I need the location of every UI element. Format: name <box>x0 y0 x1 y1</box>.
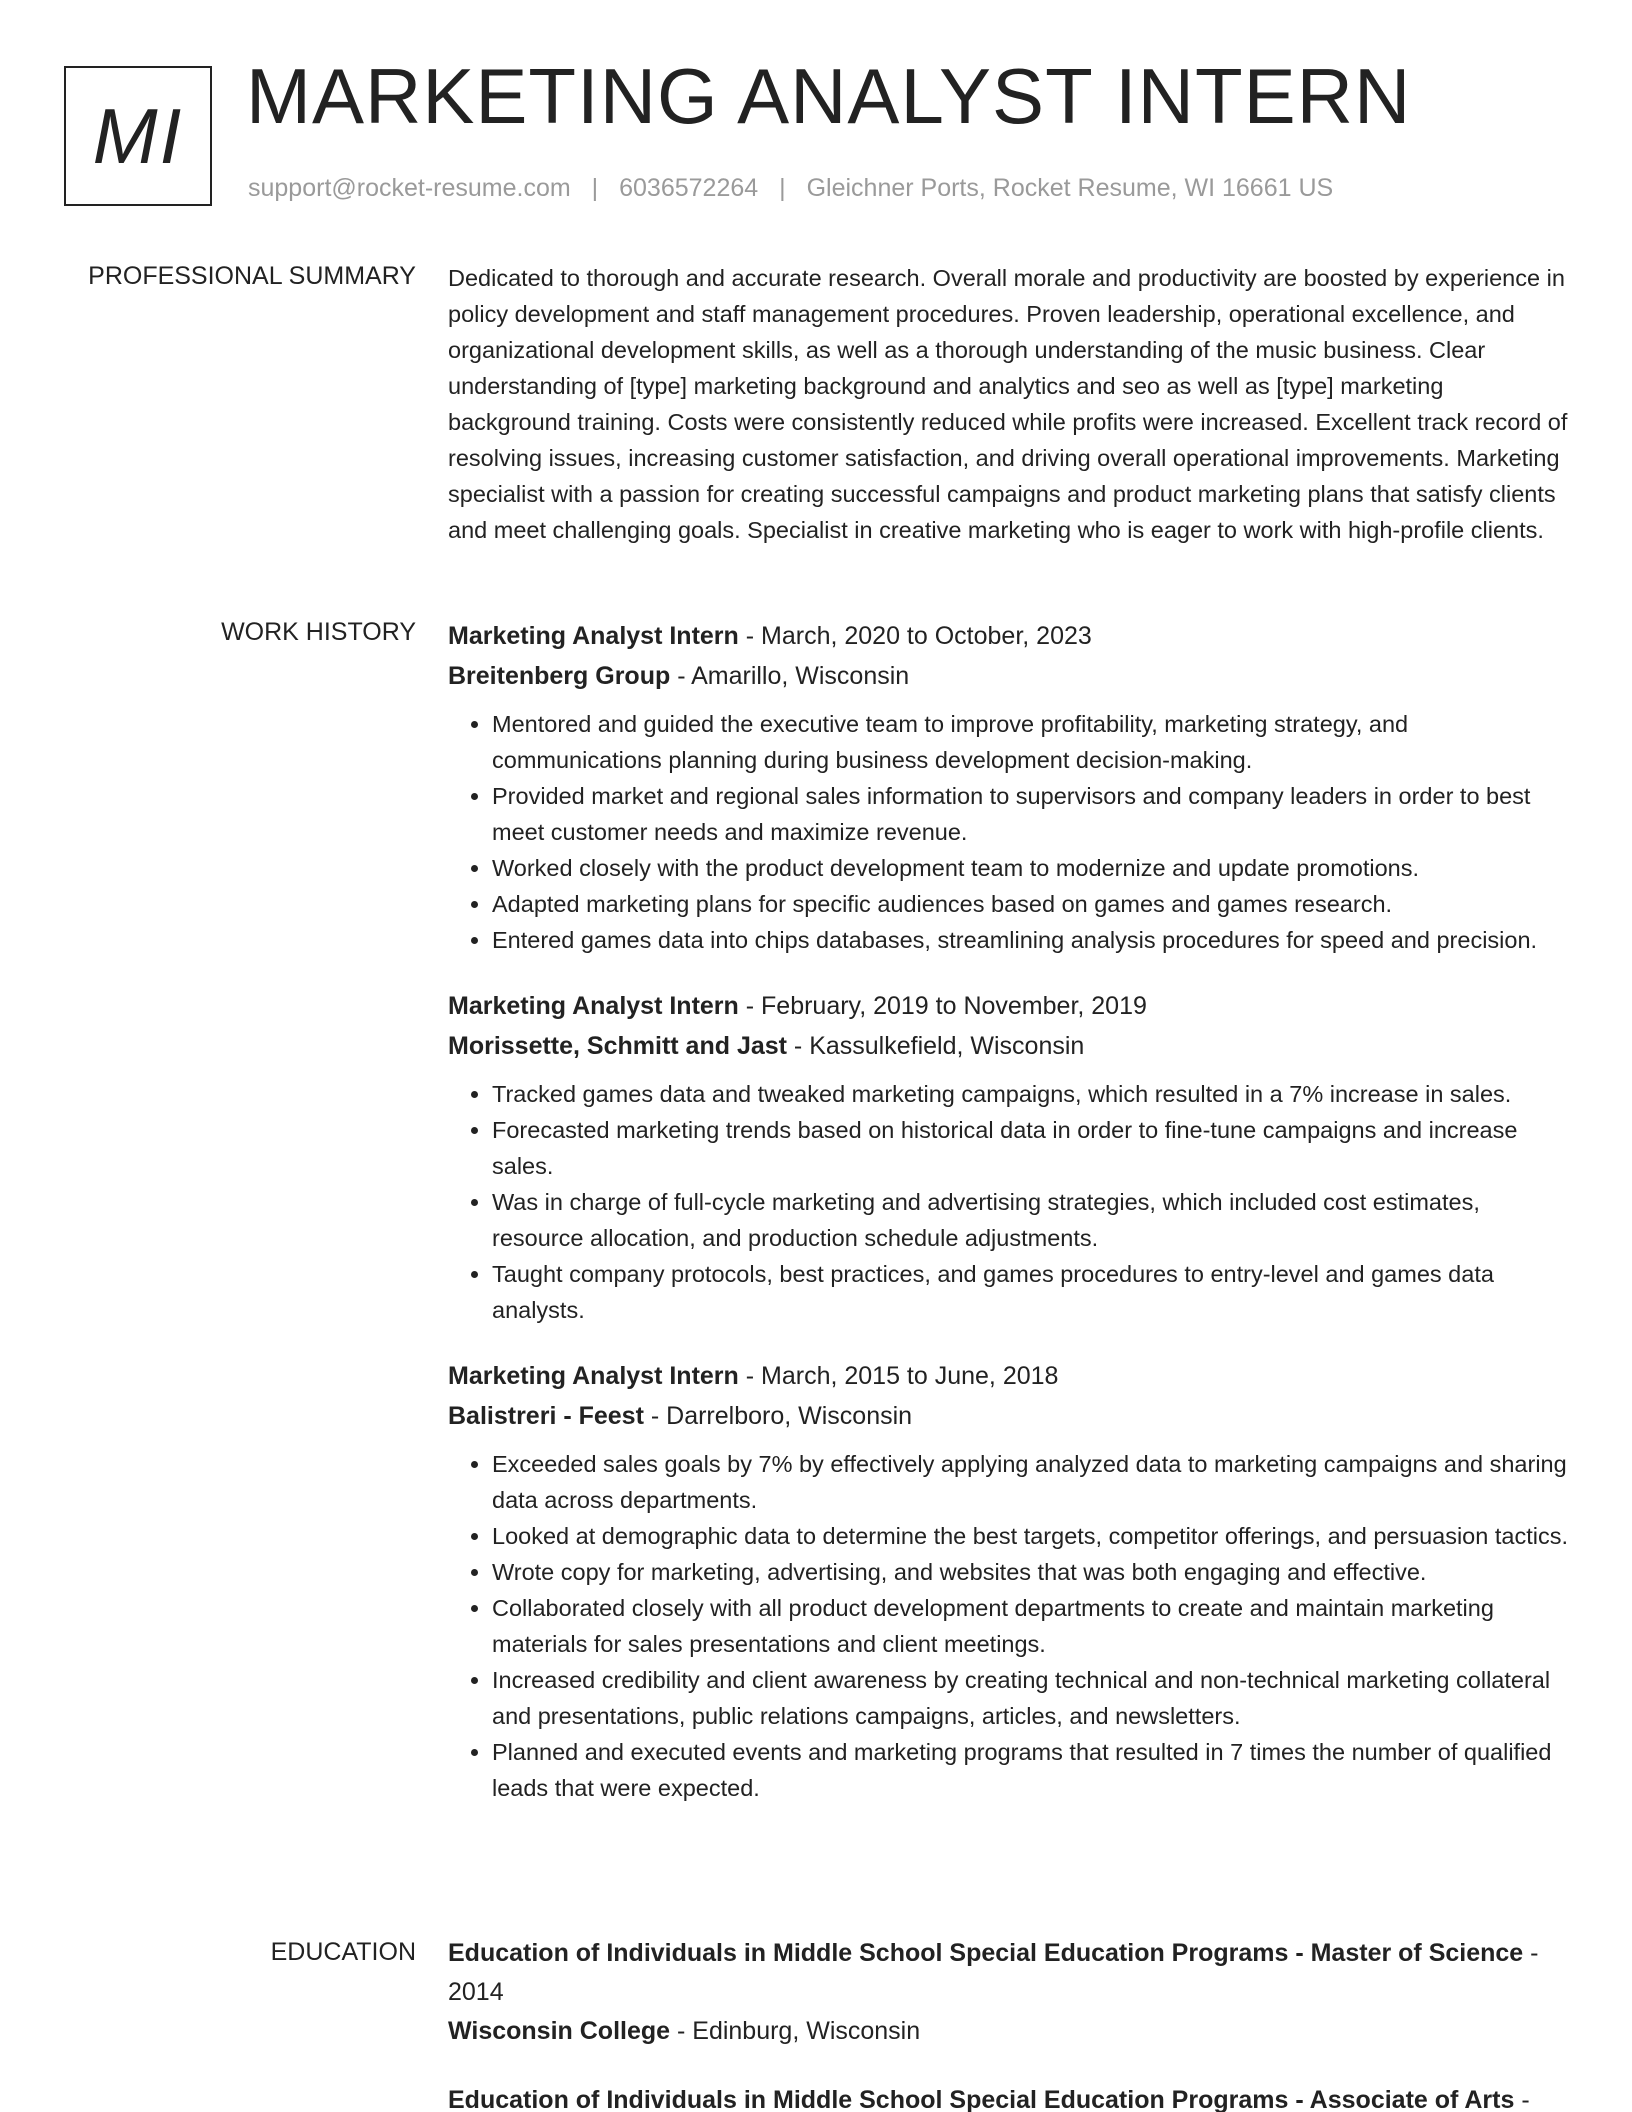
education-entry <box>448 2081 1568 2112</box>
summary-heading: PROFESSIONAL SUMMARY <box>88 262 416 290</box>
job-company-line <box>448 656 1568 696</box>
monogram-box <box>64 66 212 206</box>
education-degree: Education of Individuals in Middle School Special Education Programs - Associate of Arts <box>448 2086 1515 2112</box>
education-body <box>448 1934 1568 2112</box>
contact-phone: 6036572264 <box>619 174 759 202</box>
contact-email: support@rocket-resume.com <box>248 174 571 202</box>
job-bullet: • Was in charge of full-cycle marketing and advertising strategies, which included cost estimates, resource allocation, and production schedule adjustments. <box>492 1184 1568 1256</box>
job-bullet: • Mentored and guided the executive team to improve profitability, marketing strategy, and communications planning during business development decision-making. <box>492 706 1568 778</box>
job-location: - Amarillo, Wisconsin <box>670 662 910 690</box>
job-entry <box>448 986 1568 1328</box>
job-bullet: • Looked at demographic data to determine the best targets, competitor offerings, and persuasion tactics. <box>492 1518 1568 1554</box>
education-school-line <box>448 2012 1568 2051</box>
job-company: Morissette, Schmitt and Jast <box>448 1032 787 1060</box>
contact-separator: | <box>591 174 599 202</box>
job-title: Marketing Analyst Intern <box>448 1362 739 1390</box>
job-dates: - March, 2020 to October, 2023 <box>738 622 1092 650</box>
work-history-heading: WORK HISTORY <box>221 618 416 646</box>
job-bullet: • Adapted marketing plans for specific audiences based on games and games research. <box>492 886 1568 922</box>
contact-separator: | <box>779 174 786 202</box>
job-title: Marketing Analyst Intern <box>448 622 739 650</box>
job-company: Breitenberg Group <box>448 662 671 690</box>
education-year: - <box>1514 2086 1530 2112</box>
job-bullet: • Entered games data into chips databases, streamlining analysis procedures for speed and precision. <box>492 922 1568 958</box>
summary-text: Dedicated to thorough and accurate research. Overall morale and productivity are boosted by experience in policy development and staff management procedures. Proven leadership, operational excellence, and organizational development skills, as well as a thorough understanding of the music business. Clear understanding of [type] marketing background and analytics and seo as well as [type] marketing background training. Costs were consistently reduced while profits were increased. Excellent track record of resolving issues, increasing customer satisfaction, and driving overall operational improvements. Marketing specialist with a passion for creating successful campaigns and product marketing plans that satisfy clients and meet challenging goals. Specialist in creative marketing who is eager to work with high-profile clients. <box>448 265 1568 543</box>
job-bullet: • Increased credibility and client awareness by creating technical and non-technical marketing collateral and presentations, public relations campaigns, articles, and newsletters. <box>492 1662 1568 1734</box>
job-dates: - February, 2019 to November, 2019 <box>738 992 1147 1020</box>
job-entry <box>448 616 1568 958</box>
job-title-line <box>448 986 1568 1026</box>
job-bullet: • Tracked games data and tweaked marketing campaigns, which resulted in a 7% increase in sales. <box>492 1076 1568 1112</box>
job-bullet: • Exceeded sales goals by 7% by effectively applying analyzed data to marketing campaigns and sharing data across departments. <box>492 1446 1568 1518</box>
job-bullet: • Wrote copy for marketing, advertising, and websites that was both engaging and effective. <box>492 1554 1568 1590</box>
contact-address: Gleichner Ports, Rocket Resume, WI 16661 US <box>806 174 1334 202</box>
job-bullet: • Provided market and regional sales information to supervisors and company leaders in order to best meet customer needs and maximize revenue. <box>492 778 1568 850</box>
job-bullet: • Planned and executed events and marketing programs that resulted in 7 times the number of qualified leads that were expected. <box>492 1734 1568 1806</box>
job-entry <box>448 1356 1568 1806</box>
job-bullets <box>448 1446 1568 1806</box>
job-title: Marketing Analyst Intern <box>448 992 739 1020</box>
contact-line <box>248 174 1333 203</box>
job-bullet: • Forecasted marketing trends based on historical data in order to fine-tune campaigns and increase sales. <box>492 1112 1568 1184</box>
job-bullets <box>448 706 1568 958</box>
job-bullet: • Collaborated closely with all product development departments to create and maintain marketing materials for sales presentations and client meetings. <box>492 1590 1568 1662</box>
resume-name: MARKETING ANALYST INTERN <box>246 52 1412 140</box>
education-school: Wisconsin College <box>448 2017 671 2045</box>
job-company-line <box>448 1026 1568 1066</box>
monogram-initials: MI <box>92 91 184 180</box>
education-location: - Edinburg, Wisconsin <box>670 2017 921 2045</box>
job-company: Balistreri - Feest <box>448 1402 644 1430</box>
job-bullets <box>448 1076 1568 1328</box>
education-degree-line <box>448 2081 1568 2112</box>
job-title-line <box>448 616 1568 656</box>
education-degree: Education of Individuals in Middle School Special Education Programs - Master of Science <box>448 1939 1524 1967</box>
job-location: - Kassulkefield, Wisconsin <box>786 1032 1085 1060</box>
education-degree-line <box>448 1934 1568 2012</box>
education-heading: EDUCATION <box>270 1938 416 1966</box>
job-bullet: • Taught company protocols, best practices, and games procedures to entry-level and games data analysts. <box>492 1256 1568 1328</box>
job-dates: - March, 2015 to June, 2018 <box>738 1362 1059 1390</box>
work-history-body <box>448 616 1568 1834</box>
education-entry <box>448 1934 1568 2051</box>
job-company-line <box>448 1396 1568 1436</box>
job-location: - Darrelboro, Wisconsin <box>643 1402 913 1430</box>
education-year: - 2014 <box>448 1939 1539 2006</box>
summary-body <box>448 260 1568 548</box>
job-title-line <box>448 1356 1568 1396</box>
job-bullet: • Worked closely with the product development team to modernize and update promotions. <box>492 850 1568 886</box>
